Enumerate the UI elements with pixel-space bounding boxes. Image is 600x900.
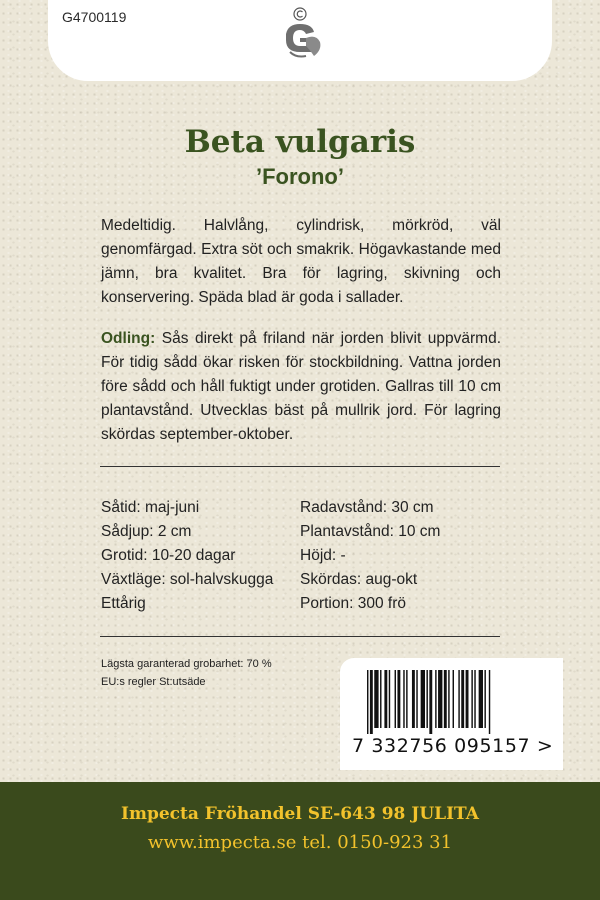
divider-top [100,466,500,467]
fact-height: Höjd: - [300,547,346,564]
barcode-icon [367,670,535,734]
footer-bar [0,782,600,900]
barcode-panel [340,658,563,770]
product-title: Beta vulgaris [184,124,416,160]
barcode-number: 7 332756 095157 > [352,735,554,757]
fact-row-spacing: Radavstånd: 30 cm [300,499,434,516]
divider-bottom [100,636,500,637]
facts-right-column [300,496,500,616]
fact-germination-time: Grotid: 10-20 dagar [101,547,236,564]
description-paragraph: Medeltidig. Halvlång, cylindrisk, mörkröd, väl genomfärgad. Extra söt och smakrik. Högavkastande med jämn, bra kvalitet. Bra för lagring, skivning och konservering. Späda blad är goda i sallader. [101,217,501,306]
fact-sowing-depth: Sådjup: 2 cm [101,523,192,540]
sku-code: G4700119 [62,9,127,25]
cultivation-text: Sås direkt på friland när jorden blivit uppvärmd. För tidig sådd ökar risken för stockbildning. Vattna jorden före sådd och håll fuktigt under grotiden. Gallras till 10 cm plantavstånd. Utvecklas bäst på mullrik jord. För lagring skördas september-oktober. [101,330,501,443]
fact-sowing-time: Såtid: maj-juni [101,499,200,516]
impecta-logo-icon [280,4,324,64]
fact-plant-spacing: Plantavstånd: 10 cm [300,523,441,540]
fact-lifecycle: Ettårig [101,595,146,612]
facts-left-column [101,496,301,616]
company-contact: www.impecta.se tel. 0150-923 31 [147,832,453,853]
cultivation-paragraph [101,327,501,447]
fact-portion: Portion: 300 frö [300,595,406,612]
company-address: Impecta Fröhandel SE-643 98 JULITA [121,804,479,824]
cultivar-name: ’Forono’ [256,164,344,189]
cultivation-label: Odling: [101,330,156,347]
fact-location: Växtläge: sol-halvskugga [101,571,274,588]
eu-rules-note: EU:s regler St:utsäde [101,676,206,688]
germination-note: Lägsta garanterad grobarhet: 70 % [101,658,272,670]
fact-harvest: Skördas: aug-okt [300,571,418,588]
